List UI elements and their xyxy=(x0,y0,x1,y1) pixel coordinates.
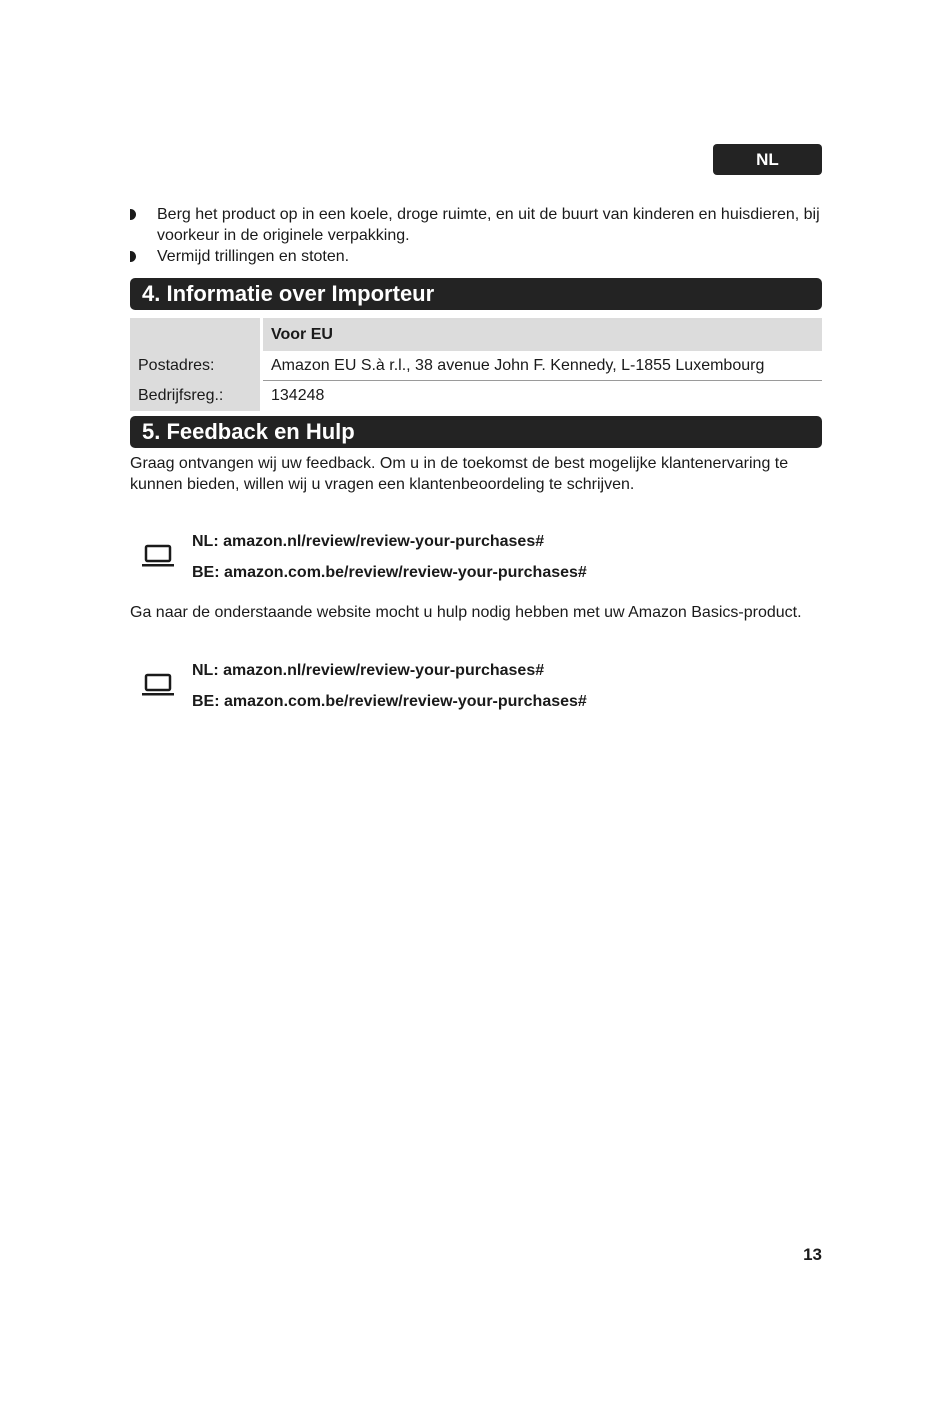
section-4-heading: 4. Informatie over Importeur xyxy=(130,278,822,310)
table-corner-cell xyxy=(130,318,260,351)
row-value: 134248 xyxy=(271,387,325,404)
bullet-text: Berg het product op in een koele, droge ruimte, en uit de buurt van kinderen en huisdieren, bij voorkeur in de originele verpakking. xyxy=(157,206,820,244)
language-tab: NL xyxy=(713,144,822,175)
table-row xyxy=(130,381,822,411)
bullet-marker-icon xyxy=(130,209,136,220)
storage-bullet-list xyxy=(130,204,822,267)
row-label: Postadres: xyxy=(130,351,260,381)
review-link-be[interactable]: BE: amazon.com.be/review/review-your-purchases# xyxy=(192,564,587,581)
bullet-marker-icon xyxy=(130,251,136,262)
row-value: Amazon EU S.à r.l., 38 avenue John F. Kennedy, L-1855 Luxembourg xyxy=(263,351,822,381)
help-text: Ga naar de onderstaande website mocht u hulp nodig hebben met uw Amazon Basics-product. xyxy=(130,604,802,621)
table-row xyxy=(130,351,822,381)
help-link-nl[interactable]: NL: amazon.nl/review/review-your-purchases# xyxy=(192,662,545,679)
help-link-be[interactable]: BE: amazon.com.be/review/review-your-purchases# xyxy=(192,693,587,710)
page-number: 13 xyxy=(803,1245,822,1264)
section-5-heading: 5. Feedback en Hulp xyxy=(130,416,822,448)
table-header-row xyxy=(130,318,822,351)
review-link-nl[interactable]: NL: amazon.nl/review/review-your-purchases# xyxy=(192,533,545,550)
feedback-links xyxy=(130,530,822,600)
laptop-icon xyxy=(142,544,174,568)
list-item xyxy=(130,246,822,267)
feedback-intro-text: Graag ontvangen wij uw feedback. Om u in de toekomst de best mogelijke klantenervaring te kunnen bieden, willen wij u vragen een klantenbeoordeling te schrijven. xyxy=(130,455,789,493)
laptop-icon xyxy=(142,673,174,697)
bullet-text: Vermijd trillingen en stoten. xyxy=(157,248,350,265)
table-header-cell: Voor EU xyxy=(263,318,822,351)
importer-table xyxy=(130,318,822,411)
help-links xyxy=(130,659,822,729)
list-item xyxy=(130,204,822,246)
row-label: Bedrijfsreg.: xyxy=(130,381,260,411)
